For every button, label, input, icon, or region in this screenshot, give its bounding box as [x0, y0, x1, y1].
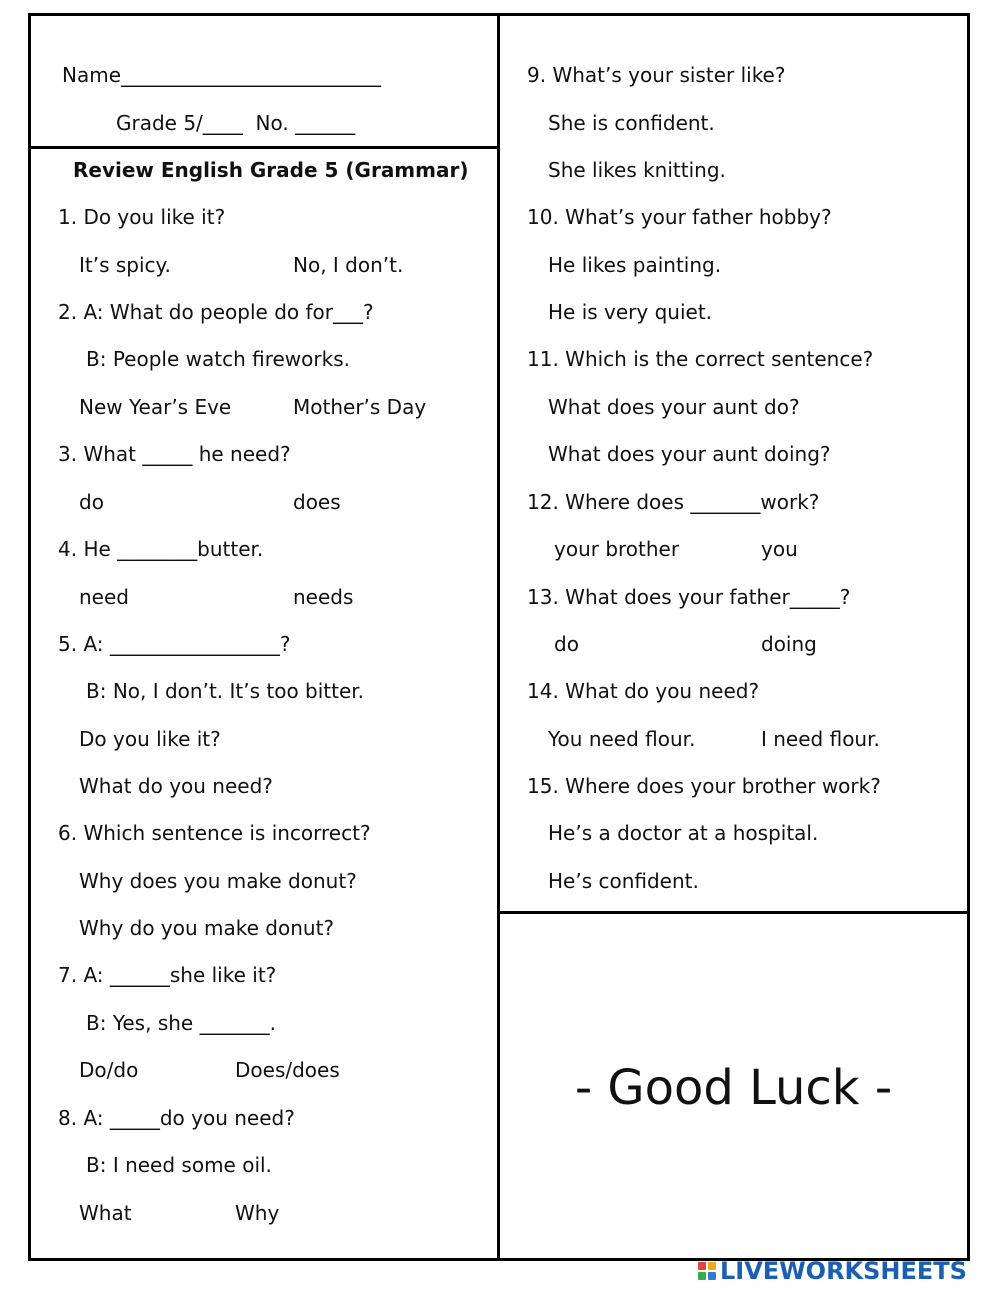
q1-option-b: No, I don’t.	[293, 253, 404, 277]
q14-option-b: I need flour.	[761, 727, 880, 751]
q11-option-b: What does your aunt doing?	[548, 442, 831, 466]
question-8: 8. A: _____do you need?	[58, 1106, 295, 1130]
good-luck-message: - Good Luck -	[574, 1060, 893, 1116]
question-7: 7. A: ______she like it?	[58, 963, 277, 987]
q4-option-b: needs	[293, 585, 354, 609]
grade-number-label: Grade 5/____ No. ______	[116, 111, 356, 135]
question-15: 15. Where does your brother work?	[527, 774, 881, 798]
logo-block-red	[698, 1262, 706, 1270]
q5-option-b: What do you need?	[79, 774, 273, 798]
q7-response: B: Yes, she _______.	[86, 1011, 276, 1035]
q1-option-a: It’s spicy.	[79, 253, 171, 277]
name-field-label: Name__________________________	[62, 63, 382, 87]
question-10: 10. What’s your father hobby?	[527, 205, 832, 229]
q7-option-b: Does/does	[235, 1058, 340, 1082]
q2-option-b: Mother’s Day	[293, 395, 427, 419]
q2-response: B: People watch fireworks.	[86, 347, 350, 371]
q8-option-a: What	[79, 1201, 132, 1225]
q11-option-a: What does your aunt do?	[548, 395, 800, 419]
question-9: 9. What’s your sister like?	[527, 63, 786, 87]
q3-option-b: does	[293, 490, 341, 514]
q14-option-a: You need flour.	[548, 727, 696, 751]
q13-option-b: doing	[761, 632, 817, 656]
q4-option-a: need	[79, 585, 129, 609]
question-2: 2. A: What do people do for___?	[58, 300, 374, 324]
q6-option-b: Why do you make donut?	[79, 916, 335, 940]
q9-option-b: She likes knitting.	[548, 158, 726, 182]
q5-option-a: Do you like it?	[79, 727, 221, 751]
worksheet-title: Review English Grade 5 (Grammar)	[73, 158, 469, 182]
question-4: 4. He ________butter.	[58, 537, 264, 561]
q8-response: B: I need some oil.	[86, 1153, 272, 1177]
logo-block-yellow	[708, 1262, 716, 1270]
q3-option-a: do	[79, 490, 104, 514]
q5-response: B: No, I don’t. It’s too bitter.	[86, 679, 365, 703]
q15-option-a: He’s a doctor at a hospital.	[548, 821, 819, 845]
q12-option-b: you	[761, 537, 798, 561]
closing-divider	[497, 911, 970, 914]
q13-option-a: do	[554, 632, 579, 656]
header-divider	[28, 146, 500, 149]
question-5: 5. A: _________________?	[58, 632, 291, 656]
q2-option-a: New Year’s Eve	[79, 395, 232, 419]
question-3: 3. What _____ he need?	[58, 442, 291, 466]
q10-option-b: He is very quiet.	[548, 300, 713, 324]
question-11: 11. Which is the correct sentence?	[527, 347, 874, 371]
q8-option-b: Why	[235, 1201, 280, 1225]
question-12: 12. Where does _______work?	[527, 490, 820, 514]
logo-block-green	[698, 1272, 706, 1280]
q10-option-a: He likes painting.	[548, 253, 722, 277]
q15-option-b: He’s confident.	[548, 869, 699, 893]
logo-block-blue	[708, 1272, 716, 1280]
question-6: 6. Which sentence is incorrect?	[58, 821, 371, 845]
question-13: 13. What does your father_____?	[527, 585, 851, 609]
logo-wordmark: LIVEWORKSHEETS	[720, 1257, 967, 1285]
q12-option-a: your brother	[554, 537, 680, 561]
question-14: 14. What do you need?	[527, 679, 760, 703]
q6-option-a: Why does you make donut?	[79, 869, 357, 893]
question-1: 1. Do you like it?	[58, 205, 226, 229]
q9-option-a: She is confident.	[548, 111, 715, 135]
liveworksheets-logo	[698, 1258, 967, 1284]
logo-blocks-icon	[698, 1262, 716, 1280]
q7-option-a: Do/do	[79, 1058, 139, 1082]
